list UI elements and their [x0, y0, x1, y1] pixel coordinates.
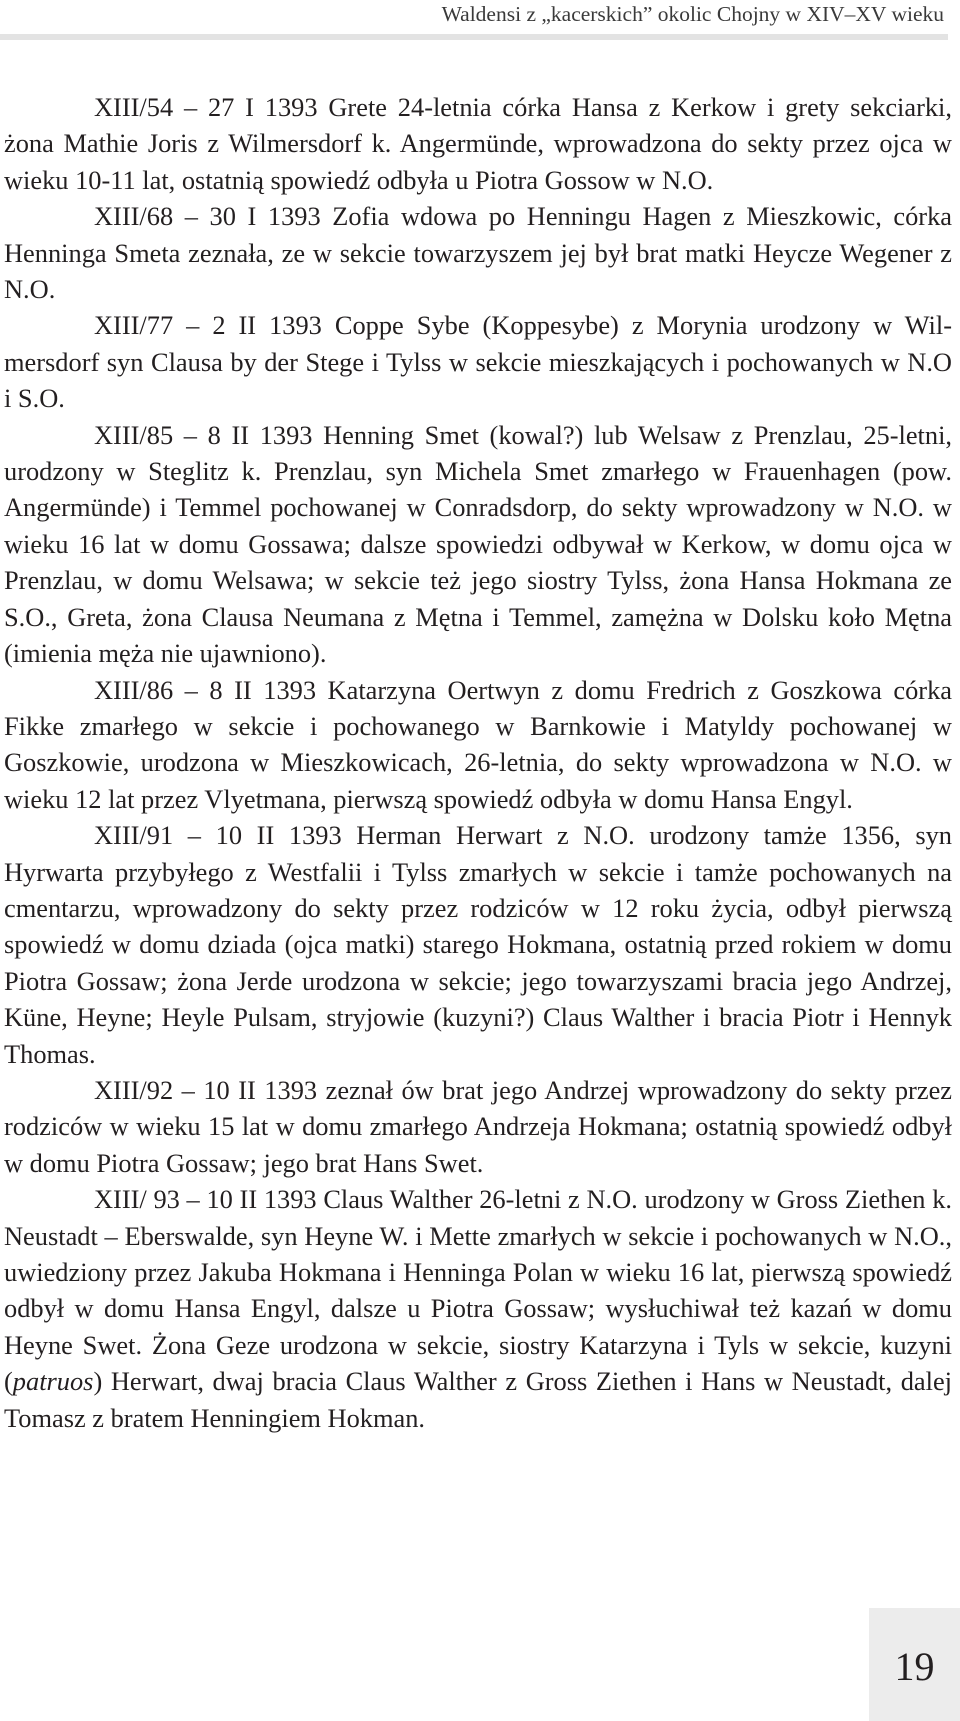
entry-paragraph	[4, 307, 952, 416]
entry-text: XIII/77 – 2 II 1393 Coppe Sybe (Koppesybe) z Morynia urodzony w Wilmersdorf syn Clausa by der Stege i Tylss w sekcie mieszkających i pochowanych w N.O i S.O.	[4, 310, 952, 414]
entry-paragraph	[4, 89, 952, 198]
entry-paragraph	[4, 817, 952, 1072]
entry-text: XIII/92 – 10 II 1393 zeznał ów brat jego Andrzej wprowadzony do sekty przez rodziców w wieku 15 lat w domu zmarłego Andrzeja Hokmana; ostatnią spowiedź odbył w domu Piotra Gossaw; jego brat Hans Swet.	[4, 1074, 952, 1178]
entry-text: XIII/54 – 27 I 1393 Grete 24-letnia córka Hansa z Kerkow i grety sekciarki, żona Mathie Joris z Wilmersdorf k. Angermünde, wprowadzona do sekty przez ojca w wieku 10-11 lat, ostatnią spowiedź odbyła u Piotra Gossow w N.O.	[4, 92, 952, 195]
entry-paragraph	[4, 1072, 952, 1181]
document-body	[4, 89, 952, 1436]
entry-paragraph	[4, 672, 952, 818]
entry-paragraph	[4, 417, 952, 672]
latin-term: patruos	[12, 1366, 94, 1397]
running-title: Waldensi z „kacerskich” okolic Chojny w XIV–XV wieku	[441, 2, 944, 26]
entry-text: XIII/86 – 8 II 1393 Katarzyna Oertwyn z domu Fredrich z Goszkowa córka Fikke zmarłego w sekcie i pochowanego w Barnkowie i Matyldy pochowanej w Goszkowie, urodzona w Mieszkowicach, 26-letnia, do sekty wprowadzona w N.O. w wieku 12 lat przez Vlyetmana, pierwszą spowiedź odbyła w domu Hansa Engyl.	[4, 674, 952, 814]
entry-text: XIII/85 – 8 II 1393 Henning Smet (kowal?) lub Welsaw z Prenzlau, 25-letni, urodzony w Steglitz k. Prenzlau, syn Michela Smet zmarłego w Frauenhagen (pow. Angermünde) i Temmel pochowanej w Conradsdorp, do sekty wprowadzony w N.O. w wieku 16 lat w domu Gossawa; dalsze spowiedzi odbywał w Kerkow, w domu ojca w Prenzlau, w domu Welsawa; w sekcie też jego siostry Tylss, żona Hansa Hokmana ze S.O., Greta, żona Clausa Neumana z Mętna i Temmel, zamężna w Dolsku koło Mętna (imienia męża nie ujawniono).	[4, 419, 952, 669]
entry-text-continued: ) Herwart, dwaj bracia Claus Walther z Gross Ziethen i Hans w Neustadt, dalej Tomasz z bratem Henningiem Hokman.	[4, 1366, 952, 1433]
running-header	[0, 0, 948, 40]
entry-text: XIII/ 93 – 10 II 1393 Claus Walther 26-letni z N.O. urodzony w Gross Ziethen k. Neustadt – Eberswalde, syn Heyne W. i Mette zmarłych w sekcie i pochowanych w N.O., uwiedziony przez Jakuba Hokmana i Henninga Polan w wieku 16 lat, pierwszą spowiedź odbył w domu Hansa Engyl, dalsze u Piotra Gossaw; wysłuchiwał też kazań w domu Heyne Swet. Żona Geze urodzona w sekcie, siostry Katarzyna i Tyls w sekcie, kuzyni (	[4, 1184, 952, 1397]
entry-text: XIII/91 – 10 II 1393 Herman Herwart z N.O. urodzony tamże 1356, syn Hyrwarta przybyłego z Westfalii i Tylss zmarłych w sekcie i tamże pochowanych na cmentarzu, wprowadzony do sekty przez rodziców w 12 roku życia, odbył pierwszą spowiedź w domu dziada (ojca matki) starego Hokmana, ostatnią przed rokiem w domu Piotra Gossaw; żona Jerde urodzona w sekcie; jego towarzyszami bracia jego Andrzej, Küne, Heyne; Heyle Pulsam, stryjowie (kuzyni?) Claus Walther i bracia Piotr i Hennyk Thomas.	[4, 820, 952, 1069]
entry-text: XIII/68 – 30 I 1393 Zofia wdowa po Henningu Hagen z Mieszkowic, córka Henninga Smeta zeznała, ze w sekcie towarzyszem jej był brat matki Heycze Wegener z N.O.	[4, 201, 952, 305]
entry-paragraph	[4, 1181, 952, 1436]
page-number: 19	[894, 1644, 935, 1689]
entry-paragraph	[4, 198, 952, 307]
page-number-box	[869, 1608, 960, 1721]
